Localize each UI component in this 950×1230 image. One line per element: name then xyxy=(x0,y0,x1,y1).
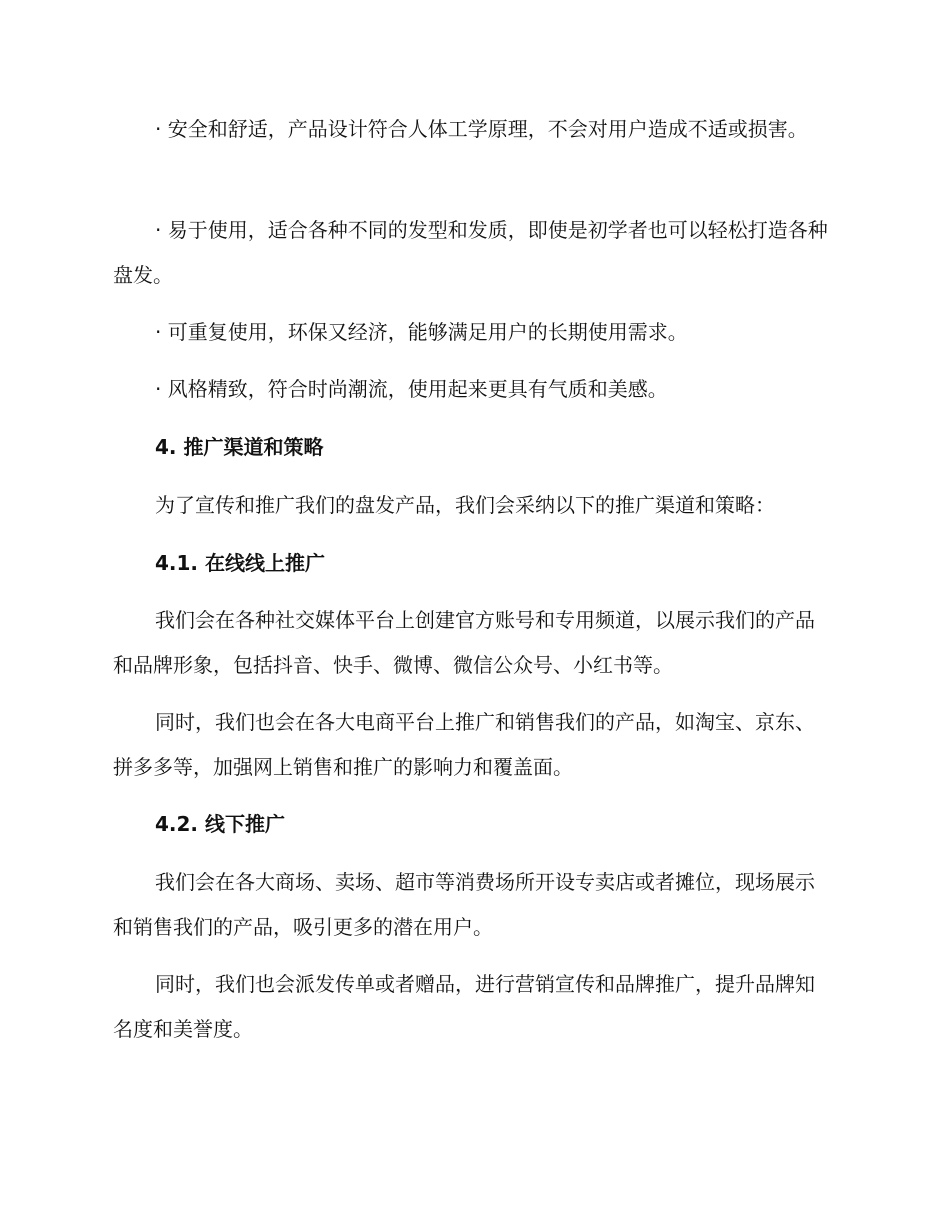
feature-bullet-safety: · 安全和舒适，产品设计符合人体工学原理，不会对用户造成不适或损害。 xyxy=(155,117,808,141)
section-heading-promotion: 4. 推广渠道和策略 xyxy=(155,435,324,459)
subsection-heading-online: 4.1. 在线线上推广 xyxy=(155,551,325,575)
feature-bullet-ease-of-use: · 易于使用，适合各种不同的发型和发质，即使是初学者也可以轻松打造各种盘发。 xyxy=(113,218,828,287)
subsection-heading-offline: 4.2. 线下推广 xyxy=(155,812,285,836)
section-intro-paragraph: 为了宣传和推广我们的盘发产品，我们会采纳以下的推广渠道和策略： xyxy=(155,493,775,517)
online-paragraph-ecommerce: 同时，我们也会在各大电商平台上推广和销售我们的产品，如淘宝、京东、拼多多等，加强网上销售和推广的影响力和覆盖面。 xyxy=(113,710,815,779)
offline-paragraph-stores: 我们会在各大商场、卖场、超市等消费场所开设专卖店或者摊位，现场展示和销售我们的产品，吸引更多的潜在用户。 xyxy=(113,870,815,939)
online-paragraph-social-media: 我们会在各种社交媒体平台上创建官方账号和专用频道，以展示我们的产品和品牌形象，包括抖音、快手、微博、微信公众号、小红书等。 xyxy=(113,608,815,677)
feature-bullet-style: · 风格精致，符合时尚潮流，使用起来更具有气质和美感。 xyxy=(155,377,668,401)
feature-bullet-reusable: · 可重复使用，环保又经济，能够满足用户的长期使用需求。 xyxy=(155,320,688,344)
offline-paragraph-flyers: 同时，我们也会派发传单或者赠品，进行营销宣传和品牌推广，提升品牌知名度和美誉度。 xyxy=(113,972,815,1041)
